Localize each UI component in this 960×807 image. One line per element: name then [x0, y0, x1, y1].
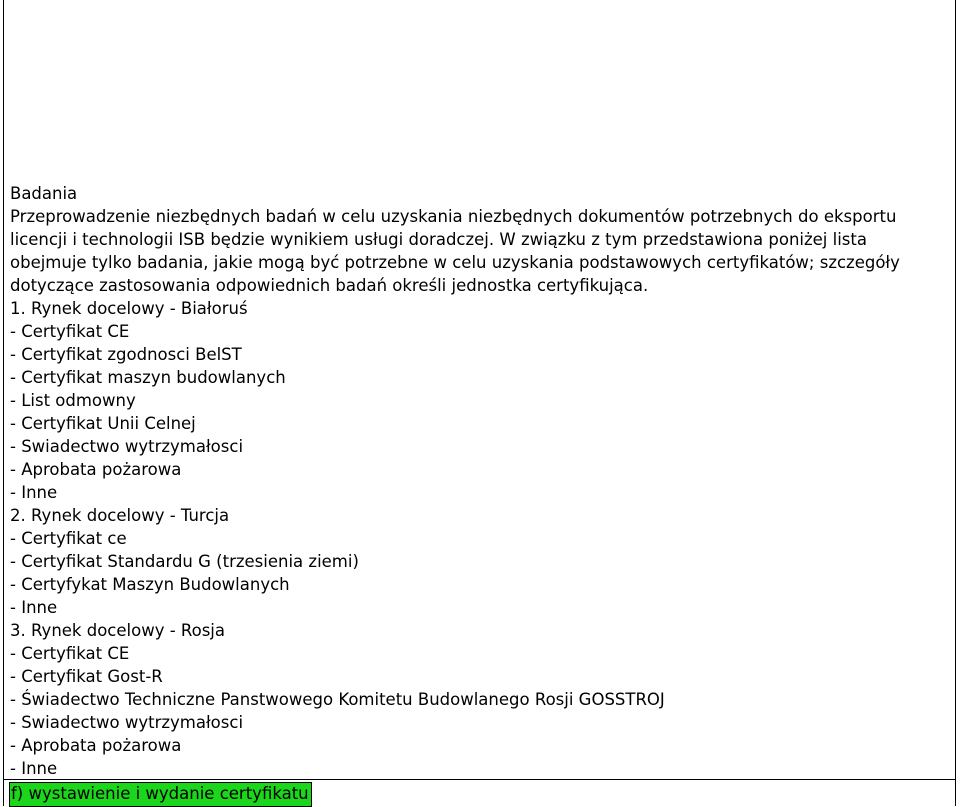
list-item: - Inne: [10, 483, 58, 502]
list-item: - Certyfykat Maszyn Budowlanych: [10, 575, 290, 594]
section-heading: Badania: [10, 184, 78, 203]
list-item: - Swiadectwo wytrzymałosci: [10, 713, 244, 732]
list-item: - Aprobata pożarowa: [10, 736, 182, 755]
list-item: - Inne: [10, 759, 58, 778]
list-item: - Certyfikat Standardu G (trzesienia ziemi): [10, 552, 359, 571]
market-title-turkey: 2. Rynek docelowy - Turcja: [10, 506, 230, 525]
market-title-belarus: 1. Rynek docelowy - Białoruś: [10, 299, 248, 318]
highlighted-item-label: f) wystawienie i wydanie certyfikatu: [9, 782, 312, 807]
intro-line: licencji i technologii ISB będzie wynikiem usługi doradczej. W związku z tym przedstawiona poniżej lista: [10, 230, 867, 249]
list-item: - Certyfikat Gost-R: [10, 667, 163, 686]
list-item: - Swiadectwo wytrzymałosci: [10, 437, 244, 456]
list-item: - Certyfikat CE: [10, 644, 130, 663]
list-item: - Certyfikat maszyn budowlanych: [10, 368, 286, 387]
next-table-row: [4, 779, 955, 806]
intro-line: dotyczące zastosowania odpowiednich badań określi jednostka certyfikująca.: [10, 276, 649, 295]
intro-line: Przeprowadzenie niezbędnych badań w celu uzyskania niezbędnych dokumentów potrzebnych do eksportu: [10, 207, 897, 226]
list-item: - Certyfikat ce: [10, 529, 127, 548]
list-item: - Certyfikat zgodnosci BelST: [10, 345, 242, 364]
list-item: - List odmowny: [10, 391, 136, 410]
list-item: - Certyfikat Unii Celnej: [10, 414, 196, 433]
list-item: - Świadectwo Techniczne Panstwowego Komitetu Budowlanego Rosji GOSSTROJ: [10, 690, 665, 709]
list-item: - Aprobata pożarowa: [10, 460, 182, 479]
document-body: [10, 182, 950, 780]
intro-line: obejmuje tylko badania, jakie mogą być potrzebne w celu uzyskania podstawowych certyfikatów; szczegóły: [10, 253, 900, 272]
market-title-russia: 3. Rynek docelowy - Rosja: [10, 621, 226, 640]
list-item: - Certyfikat CE: [10, 322, 130, 341]
list-item: - Inne: [10, 598, 58, 617]
